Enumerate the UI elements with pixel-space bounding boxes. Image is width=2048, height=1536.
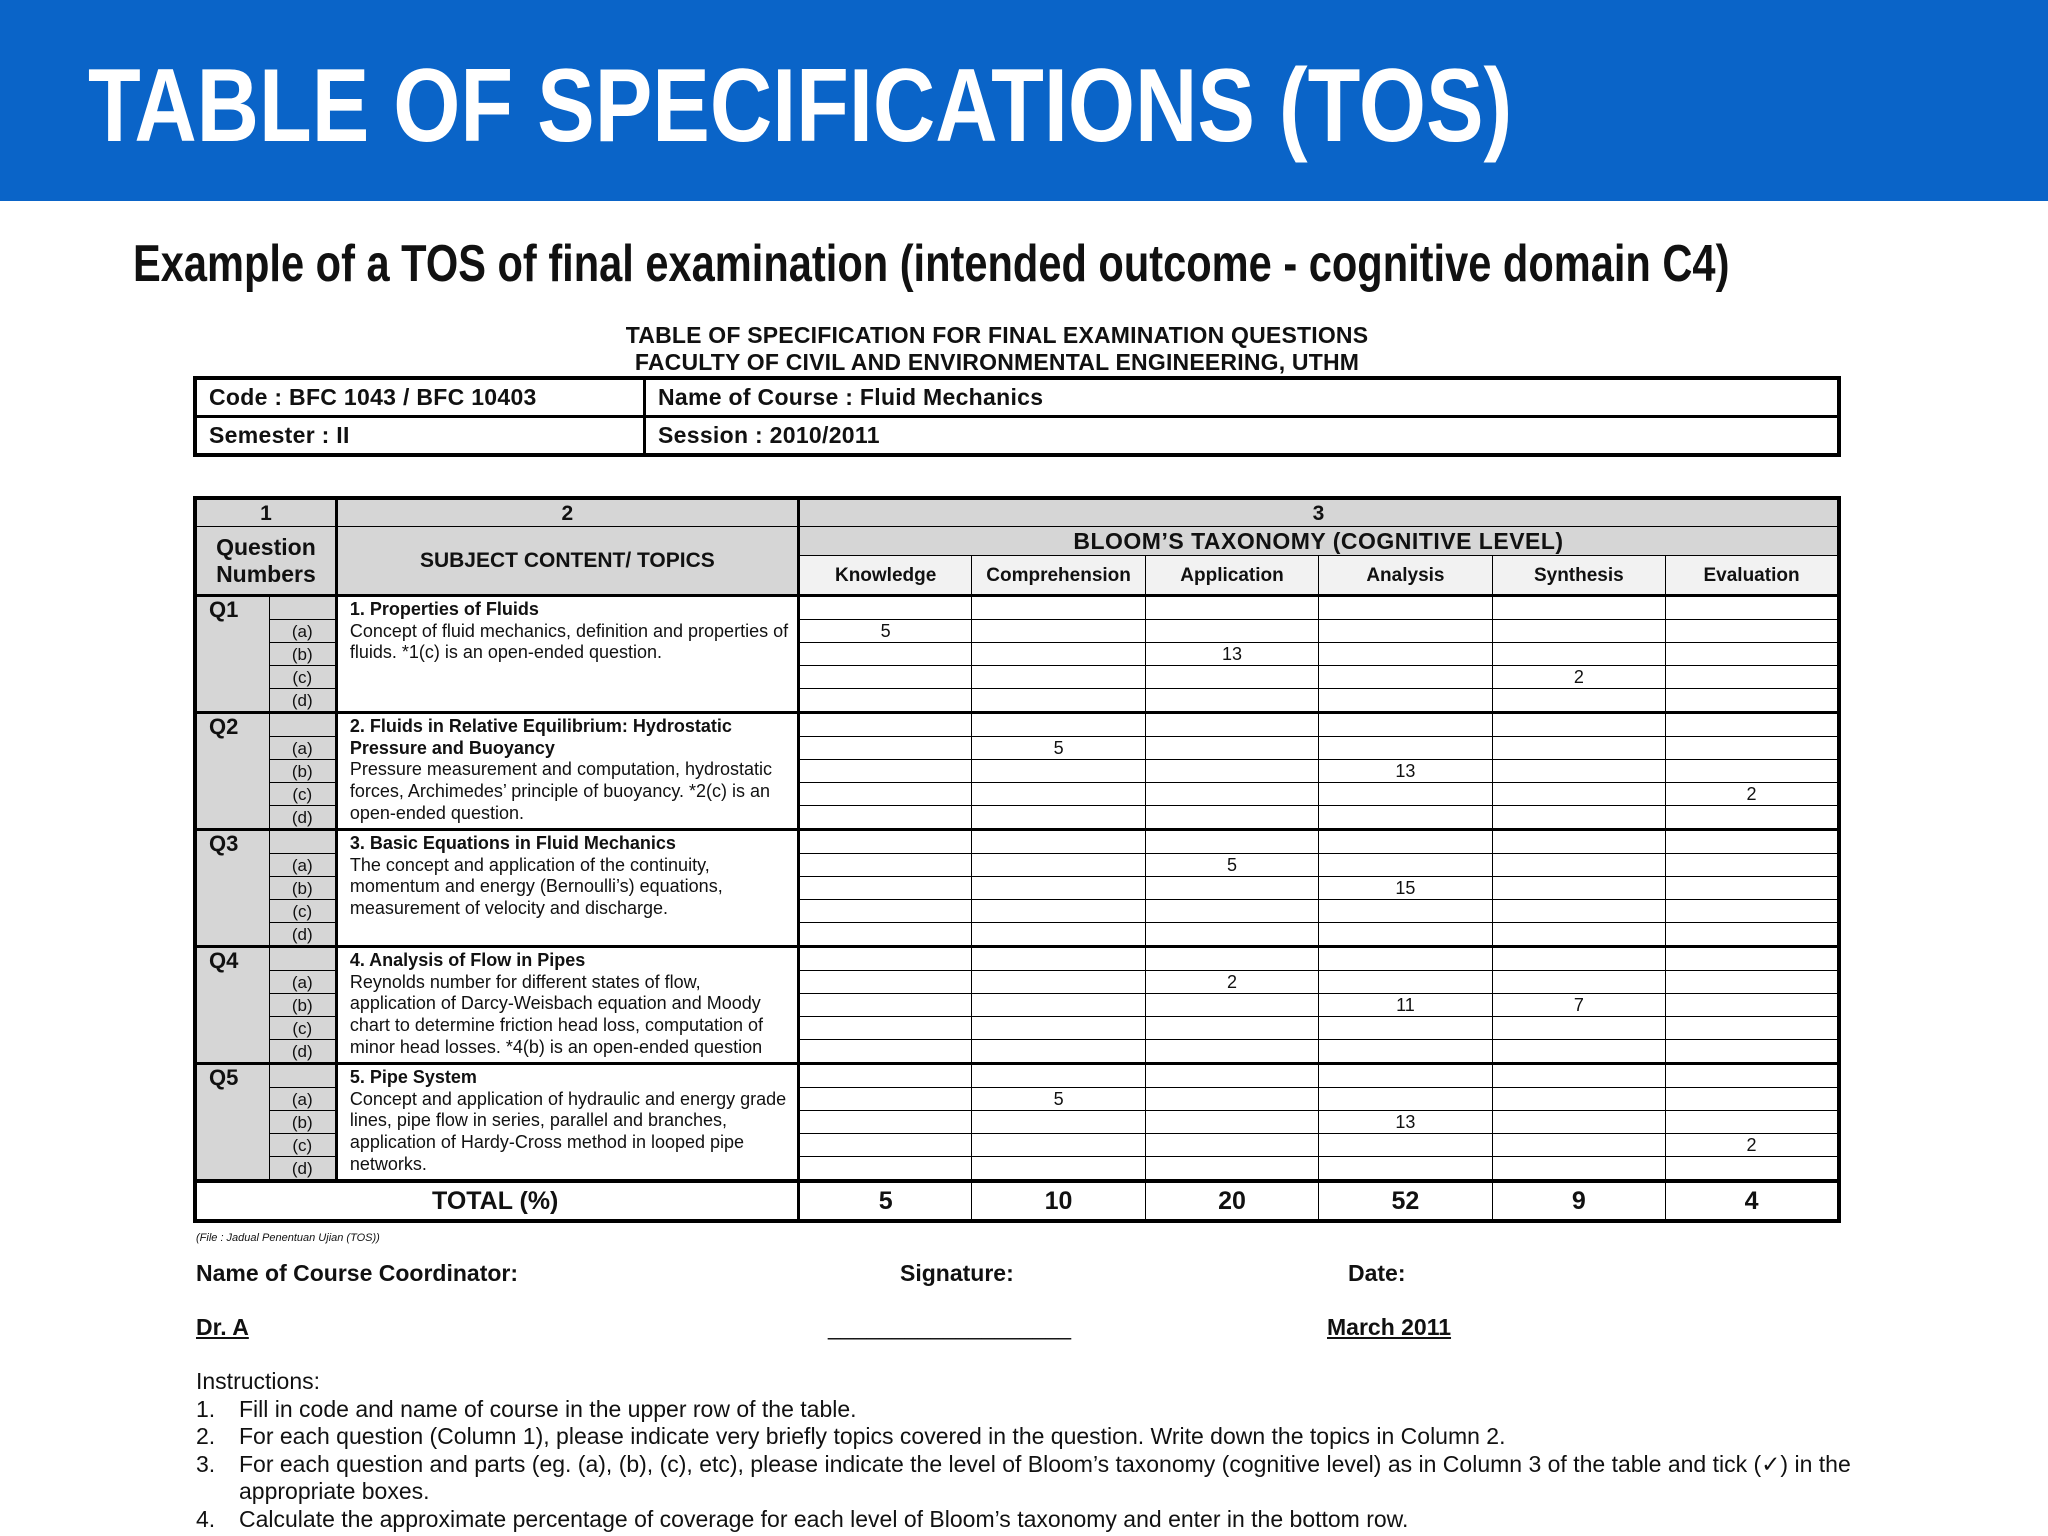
instruction-text: Calculate the approximate percentage of coverage for each level of Bloom’s taxonomy and enter in the bottom row. [239, 1505, 1409, 1532]
bloom-value-cell [972, 806, 1145, 830]
bloom-value-cell [1319, 1157, 1492, 1182]
bloom-value-cell [1319, 643, 1492, 666]
bloom-value-cell: 5 [972, 1088, 1145, 1111]
bloom-value-cell [1145, 713, 1318, 737]
bloom-value-cell [1666, 877, 1839, 900]
part-label: (b) [269, 994, 336, 1017]
question-number: Q1 [195, 596, 269, 713]
bloom-value-cell [1666, 830, 1839, 854]
bloom-value-cell [1666, 900, 1839, 923]
bloom-value-cell [1492, 643, 1665, 666]
bloom-value-cell [1492, 689, 1665, 713]
bloom-value-cell: 13 [1319, 1111, 1492, 1134]
bloom-value-cell [798, 737, 971, 760]
question-number: Q4 [195, 947, 269, 1064]
bloom-value-cell [798, 666, 971, 689]
bloom-value-cell [798, 854, 971, 877]
bloom-value-cell [1145, 1017, 1318, 1040]
part-label: (d) [269, 1040, 336, 1064]
bloom-value-cell [1145, 666, 1318, 689]
instruction-number: 4. [196, 1505, 216, 1532]
instructions [196, 1368, 1896, 1533]
bloom-value-cell [1666, 806, 1839, 830]
question-number: Q2 [195, 713, 269, 830]
bloom-value-cell [1492, 1111, 1665, 1134]
topic-title: 4. Analysis of Flow in Pipes [349, 950, 586, 970]
bloom-value-cell [1492, 596, 1665, 620]
slide-subtitle: Example of a TOS of final examination (intended outcome - cognitive domain C4) [133, 235, 1730, 293]
bloom-value-cell [1666, 1088, 1839, 1111]
part-label: (a) [269, 854, 336, 877]
bloom-value-cell [1319, 666, 1492, 689]
bloom-value-cell [972, 596, 1145, 620]
bloom-value-cell [1666, 596, 1839, 620]
bloom-value-cell [798, 923, 971, 947]
bloom-value-cell [972, 994, 1145, 1017]
part-label-cell [269, 947, 336, 971]
bloom-value-cell [972, 643, 1145, 666]
column-number-3: 3 [798, 498, 1839, 527]
bloom-value-cell [798, 689, 971, 713]
total-label: TOTAL (%) [195, 1181, 798, 1221]
bloom-value-cell [1666, 1040, 1839, 1064]
question-number: Q3 [195, 830, 269, 947]
total-value: 52 [1319, 1181, 1492, 1221]
bloom-value-cell [1319, 596, 1492, 620]
bloom-value-cell [1492, 737, 1665, 760]
bloom-value-cell [1666, 620, 1839, 643]
bloom-value-cell [1319, 620, 1492, 643]
bloom-value-cell [798, 830, 971, 854]
bloom-value-cell [1145, 737, 1318, 760]
topic-cell [336, 947, 798, 1064]
course-info-table [193, 376, 1841, 457]
bloom-level-header: Analysis [1319, 556, 1492, 596]
part-label: (c) [269, 666, 336, 689]
bloom-value-cell [798, 783, 971, 806]
topic-cell [336, 713, 798, 830]
bloom-value-cell [1145, 1040, 1318, 1064]
bloom-level-header: Evaluation [1666, 556, 1839, 596]
bloom-value-cell [1145, 620, 1318, 643]
bloom-value-cell [1492, 877, 1665, 900]
tos-table [193, 496, 1841, 1223]
bloom-value-cell [1666, 666, 1839, 689]
course-name: Name of Course : Fluid Mechanics [645, 378, 1840, 417]
part-label: (b) [269, 877, 336, 900]
column-number-2: 2 [336, 498, 798, 527]
bloom-value-cell [972, 900, 1145, 923]
part-label-cell [269, 830, 336, 854]
document-heading-line2: FACULTY OF CIVIL AND ENVIRONMENTAL ENGINEERING, UTHM [634, 349, 1360, 375]
topic-description: Concept and application of hydraulic and energy grade lines, pipe flow in series, parallel and branches, application of Hardy-Cross method in looped pipe networks. [349, 1088, 787, 1174]
bloom-value-cell [1492, 1064, 1665, 1088]
instruction-number: 2. [196, 1423, 216, 1449]
bloom-value-cell [972, 760, 1145, 783]
bloom-value-cell [1666, 1017, 1839, 1040]
part-label-cell [269, 596, 336, 620]
bloom-value-cell [1492, 971, 1665, 994]
title-banner [0, 0, 2048, 201]
bloom-value-cell: 7 [1492, 994, 1665, 1017]
topic-description: The concept and application of the continuity, momentum and energy (Bernoulli’s) equations, measurement of velocity and discharge. [349, 854, 723, 919]
bloom-value-cell [1145, 783, 1318, 806]
course-info-row [195, 378, 1839, 417]
total-value: 20 [1145, 1181, 1318, 1221]
bloom-value-cell [1666, 689, 1839, 713]
semester: Semester : II [195, 417, 645, 456]
coordinator-label: Name of Course Coordinator: [196, 1260, 519, 1286]
bloom-value-cell [1666, 994, 1839, 1017]
bloom-value-cell [1145, 947, 1318, 971]
bloom-value-cell [972, 1134, 1145, 1157]
bloom-value-cell [798, 1111, 971, 1134]
bloom-level-header: Comprehension [972, 556, 1145, 596]
bloom-value-cell [1145, 900, 1318, 923]
bloom-value-cell [1492, 760, 1665, 783]
bloom-value-cell [1319, 1134, 1492, 1157]
bloom-value-cell: 5 [1145, 854, 1318, 877]
bloom-value-cell [1492, 1157, 1665, 1182]
bloom-value-cell [1145, 1157, 1318, 1182]
coordinator-name: Dr. A [196, 1314, 249, 1340]
bloom-value-cell [798, 1040, 971, 1064]
bloom-value-cell [1319, 1064, 1492, 1088]
part-label: (c) [269, 1134, 336, 1157]
bloom-value-cell [1666, 1157, 1839, 1182]
bloom-value-cell: 5 [798, 620, 971, 643]
file-note: (File : Jadual Penentuan Ujian (TOS)) [196, 1232, 380, 1244]
blooms-taxonomy-header: BLOOM’S TAXONOMY (COGNITIVE LEVEL) [798, 527, 1839, 556]
bloom-value-cell [1145, 877, 1318, 900]
bloom-value-cell [1145, 689, 1318, 713]
topic-cell [336, 1064, 798, 1182]
bloom-value-cell [1666, 713, 1839, 737]
bloom-value-cell [1145, 760, 1318, 783]
bloom-value-cell [972, 1064, 1145, 1088]
bloom-value-cell: 2 [1666, 783, 1839, 806]
instruction-text: For each question and parts (eg. (a), (b), (c), etc), please indicate the level of Bloom’s taxonomy (cognitive level) as in Column 3 of the table and tick (✓) in the appropriate boxes. [239, 1450, 1851, 1504]
question-row [195, 830, 1839, 854]
part-label: (c) [269, 1017, 336, 1040]
bloom-value-cell [972, 923, 1145, 947]
bloom-value-cell [1492, 830, 1665, 854]
bloom-value-cell [972, 947, 1145, 971]
bloom-value-cell [798, 760, 971, 783]
instruction-number: 3. [196, 1450, 216, 1477]
bloom-value-cell [798, 1017, 971, 1040]
bloom-value-cell [1666, 643, 1839, 666]
bloom-value-cell [1319, 1088, 1492, 1111]
bloom-value-cell [1319, 713, 1492, 737]
bloom-value-cell [1492, 900, 1665, 923]
topic-description: Pressure measurement and computation, hydrostatic forces, Archimedes’ principle of buoyancy. *2(c) is an open-ended question. [349, 759, 773, 823]
bloom-value-cell [1666, 923, 1839, 947]
instruction-item [196, 1506, 1896, 1534]
column-number-1: 1 [195, 498, 336, 527]
bloom-value-cell [798, 971, 971, 994]
part-label: (d) [269, 923, 336, 947]
part-label: (b) [269, 643, 336, 666]
instruction-item [196, 1396, 1896, 1424]
bloom-value-cell [1319, 1017, 1492, 1040]
topic-title: 3. Basic Equations in Fluid Mechanics [349, 833, 676, 853]
topic-cell [336, 830, 798, 947]
bloom-value-cell [1319, 854, 1492, 877]
slide-title: TABLE OF SPECIFICATIONS (TOS) [88, 48, 1513, 164]
bloom-value-cell [1145, 1134, 1318, 1157]
bloom-value-cell [1319, 900, 1492, 923]
bloom-value-cell [1319, 737, 1492, 760]
bloom-value-cell: 2 [1666, 1134, 1839, 1157]
bloom-value-cell [1492, 1017, 1665, 1040]
total-row [195, 1181, 1839, 1221]
topic-description: Concept of fluid mechanics, definition and properties of fluids. *1(c) is an open-ended question. [349, 620, 789, 663]
question-row [195, 596, 1839, 620]
signature-line: ___________________ [828, 1314, 1072, 1340]
topic-title: 2. Fluids in Relative Equilibrium: Hydrostatic Pressure and Buoyancy [349, 716, 732, 758]
part-label: (b) [269, 760, 336, 783]
bloom-value-cell [1666, 1111, 1839, 1134]
bloom-value-cell: 13 [1319, 760, 1492, 783]
bloom-value-cell [972, 1111, 1145, 1134]
bloom-value-cell [1666, 971, 1839, 994]
bloom-value-cell [798, 1088, 971, 1111]
topic-cell [336, 596, 798, 713]
instructions-title: Instructions: [196, 1368, 320, 1394]
total-value: 9 [1492, 1181, 1665, 1221]
instruction-item [196, 1451, 1896, 1506]
bloom-value-cell [798, 643, 971, 666]
bloom-value-cell [798, 1134, 971, 1157]
bloom-value-cell [972, 877, 1145, 900]
bloom-value-cell [1319, 689, 1492, 713]
bloom-value-cell [798, 713, 971, 737]
bloom-value-cell [1666, 737, 1839, 760]
document-heading-line1: TABLE OF SPECIFICATION FOR FINAL EXAMINATION QUESTIONS [625, 322, 1369, 348]
total-value: 5 [798, 1181, 971, 1221]
date-label: Date: [1348, 1260, 1406, 1286]
bloom-value-cell [1145, 1111, 1318, 1134]
part-label-cell [269, 713, 336, 737]
instruction-number: 1. [196, 1395, 216, 1422]
bloom-value-cell [1145, 923, 1318, 947]
question-row [195, 713, 1839, 737]
signature-label: Signature: [900, 1260, 1014, 1286]
bloom-value-cell [1492, 1134, 1665, 1157]
question-numbers-header: Question Numbers [195, 527, 336, 596]
part-label: (d) [269, 689, 336, 713]
bloom-value-cell [1492, 1040, 1665, 1064]
bloom-value-cell [972, 689, 1145, 713]
date-value: March 2011 [1327, 1314, 1452, 1340]
bloom-value-cell [972, 830, 1145, 854]
bloom-value-cell [1319, 806, 1492, 830]
bloom-value-cell [972, 620, 1145, 643]
question-number: Q5 [195, 1064, 269, 1182]
bloom-value-cell [1492, 713, 1665, 737]
topic-description: Reynolds number for different states of flow, application of Darcy-Weisbach equation and Moody chart to determine friction head loss, computation of minor head losses. *4(b) is an open-ended question [349, 971, 764, 1057]
bloom-value-cell [972, 971, 1145, 994]
bloom-value-cell [798, 900, 971, 923]
bloom-value-cell [1666, 1064, 1839, 1088]
total-value: 4 [1666, 1181, 1839, 1221]
bloom-value-cell: 15 [1319, 877, 1492, 900]
bloom-value-cell [798, 947, 971, 971]
bloom-value-cell [1492, 783, 1665, 806]
part-label: (a) [269, 620, 336, 643]
bloom-value-cell [1145, 994, 1318, 1017]
bloom-value-cell [972, 1017, 1145, 1040]
topic-title: 5. Pipe System [349, 1067, 477, 1087]
part-label: (a) [269, 1088, 336, 1111]
part-label: (a) [269, 971, 336, 994]
bloom-value-cell [1145, 596, 1318, 620]
subject-topics-header: SUBJECT CONTENT/ TOPICS [336, 527, 798, 596]
topic-title: 1. Properties of Fluids [349, 599, 539, 619]
instructions-list [196, 1396, 1896, 1534]
bloom-value-cell [798, 877, 971, 900]
course-code: Code : BFC 1043 / BFC 10403 [195, 378, 645, 417]
bloom-level-header: Application [1145, 556, 1318, 596]
bloom-level-header: Synthesis [1492, 556, 1665, 596]
bloom-value-cell [1145, 806, 1318, 830]
course-info-row [195, 417, 1839, 456]
bloom-value-cell [1319, 1040, 1492, 1064]
bloom-value-cell [1666, 947, 1839, 971]
bloom-value-cell [798, 1157, 971, 1182]
bloom-value-cell [1319, 971, 1492, 994]
bloom-value-cell [1145, 830, 1318, 854]
total-value: 10 [972, 1181, 1145, 1221]
question-row [195, 1064, 1839, 1088]
part-label: (d) [269, 1157, 336, 1182]
bloom-value-cell [1666, 760, 1839, 783]
bloom-level-header: Knowledge [798, 556, 971, 596]
bloom-value-cell [1492, 1088, 1665, 1111]
bloom-value-cell: 11 [1319, 994, 1492, 1017]
instruction-item [196, 1423, 1896, 1451]
part-label: (a) [269, 737, 336, 760]
bloom-value-cell [1492, 947, 1665, 971]
instruction-text: Fill in code and name of course in the upper row of the table. [239, 1395, 857, 1422]
bloom-value-cell [798, 994, 971, 1017]
bloom-value-cell [972, 666, 1145, 689]
bloom-value-cell [1492, 620, 1665, 643]
bloom-value-cell [1492, 923, 1665, 947]
bloom-value-cell [1492, 854, 1665, 877]
bloom-value-cell [798, 806, 971, 830]
bloom-value-cell [1145, 1064, 1318, 1088]
part-label: (d) [269, 806, 336, 830]
part-label: (c) [269, 783, 336, 806]
bloom-value-cell: 2 [1492, 666, 1665, 689]
bloom-value-cell [798, 596, 971, 620]
bloom-value-cell: 2 [1145, 971, 1318, 994]
bloom-value-cell [1492, 806, 1665, 830]
part-label: (c) [269, 900, 336, 923]
bloom-value-cell [1319, 947, 1492, 971]
bloom-value-cell [972, 854, 1145, 877]
bloom-value-cell: 5 [972, 737, 1145, 760]
bloom-value-cell: 13 [1145, 643, 1318, 666]
session: Session : 2010/2011 [645, 417, 1840, 456]
part-label: (b) [269, 1111, 336, 1134]
bloom-value-cell [1319, 923, 1492, 947]
bloom-value-cell [972, 1040, 1145, 1064]
bloom-value-cell [798, 1064, 971, 1088]
bloom-value-cell [1319, 783, 1492, 806]
bloom-value-cell [1666, 854, 1839, 877]
bloom-value-cell [972, 713, 1145, 737]
question-row [195, 947, 1839, 971]
instruction-text: For each question (Column 1), please indicate very briefly topics covered in the question. Write down the topics in Column 2. [239, 1423, 1506, 1449]
bloom-value-cell [1145, 1088, 1318, 1111]
bloom-value-cell [972, 783, 1145, 806]
bloom-value-cell [1319, 830, 1492, 854]
part-label-cell [269, 1064, 336, 1088]
bloom-value-cell [972, 1157, 1145, 1182]
